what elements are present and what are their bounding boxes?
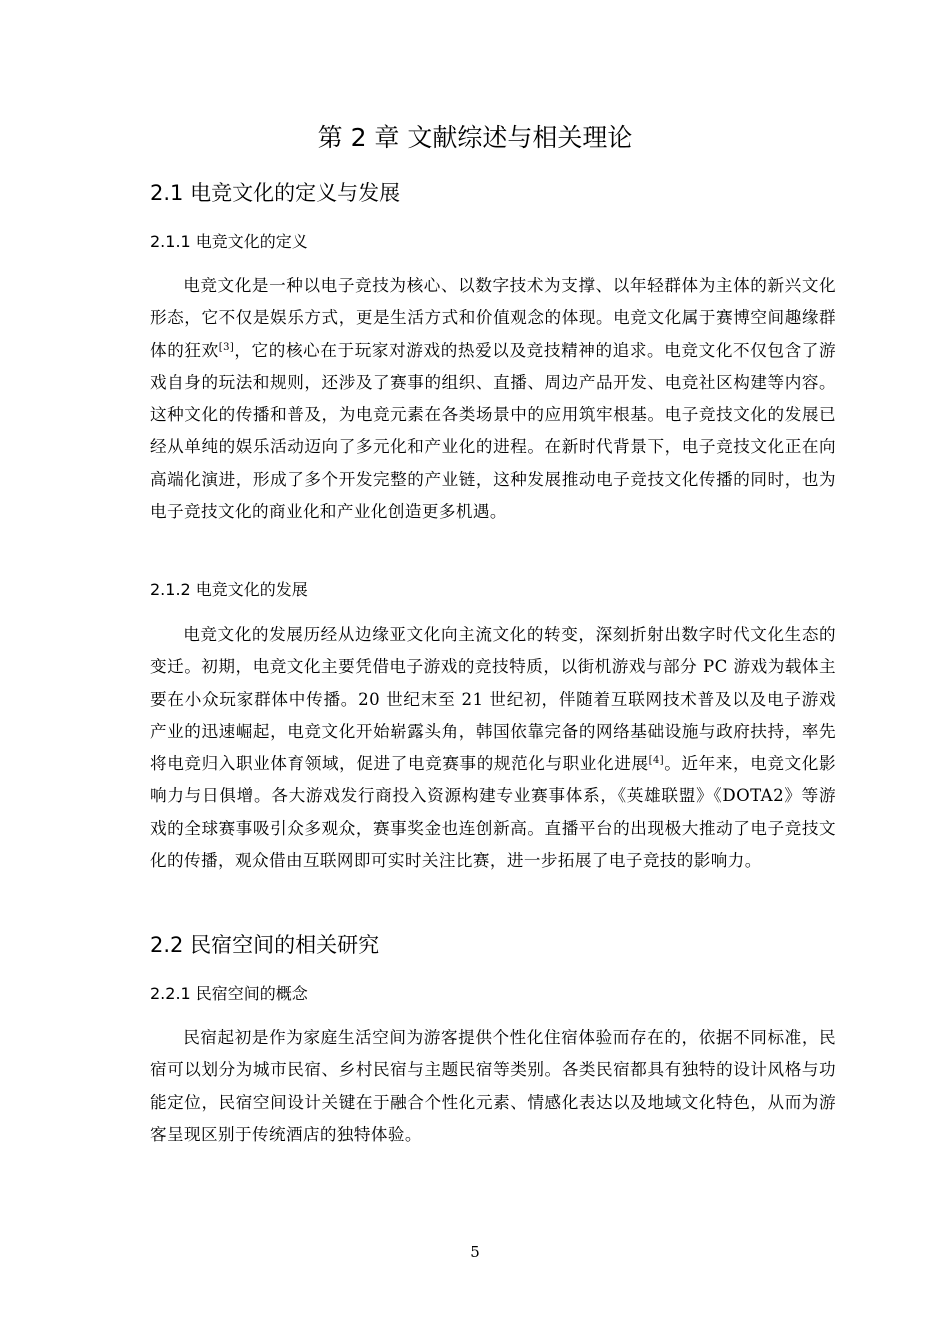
subsection-heading-2-1-1: 2.1.1 电竞文化的定义 — [150, 232, 308, 251]
subsection-heading-2-1-2: 2.1.2 电竞文化的发展 — [150, 580, 308, 599]
paragraph-text: 。近年来，电竞文化影响力与日俱增。各大游戏发行商投入资源构建专业赛事体系，《英雄联盟》《DOTA2》等游戏的全球赛事吸引众多观众，赛事奖金也连创新高。直播平台的出现极大推动了电子竞技文化的传播，观众借由互联网即可实时关注比赛，进一步拓展了电子竞技的影响力。 — [150, 754, 836, 871]
paragraph-text: 电竞文化的发展历经从边缘亚文化向主流文化的转变，深刻折射出数字时代文化生态的变迁。初期，电竞文化主要凭借电子游戏的竞技特质，以街机游戏与部分 PC 游戏为载体主要在小众玩家群体中传播。20 世纪末至 21 世纪初，伴随着互联网技术普及以及电子游戏产业的迅速崛起，电竞文化开始崭露头角，韩国依靠完备的网络基础设施与政府扶持，率先将电竞归入职业体育领域，促进了电竞赛事的规范化与职业化进展 — [150, 625, 836, 774]
citation-ref: [3] — [218, 341, 235, 353]
citation-ref: [4] — [648, 755, 665, 767]
section-heading-2-1: 2.1 电竞文化的定义与发展 — [150, 181, 401, 205]
page-number: 5 — [470, 1243, 480, 1261]
paragraph-2-1-1 — [150, 270, 836, 528]
section-heading-2-2: 2.2 民宿空间的相关研究 — [150, 933, 380, 957]
chapter-title: 第 2 章 文献综述与相关理论 — [317, 123, 633, 152]
paragraph-2-1-2 — [150, 619, 836, 877]
paragraph-2-2-1: 民宿起初是作为家庭生活空间为游客提供个性化住宿体验而存在的，依据不同标准，民宿可以划分为城市民宿、乡村民宿与主题民宿等类别。各类民宿都具有独特的设计风格与功能定位，民宿空间设计关键在于融合个性化元素、情感化表达以及地域文化特色，从而为游客呈现区别于传统酒店的独特体验。 — [150, 1028, 836, 1144]
paragraph-text: 电竞文化是一种以电子竞技为核心、以数字技术为支撑、以年轻群体为主体的新兴文化形态，它不仅是娱乐方式，更是生活方式和价值观念的体现。电竞文化属于赛博空间趣缘群体的狂欢 — [150, 276, 836, 360]
subsection-heading-2-2-1: 2.2.1 民宿空间的概念 — [150, 984, 308, 1003]
paragraph-text: ，它的核心在于玩家对游戏的热爱以及竞技精神的追求。电竞文化不仅包含了游戏自身的玩法和规则，还涉及了赛事的组织、直播、周边产品开发、电竞社区构建等内容。这种文化的传播和普及，为电竞元素在各类场景中的应用筑牢根基。电子竞技文化的发展已经从单纯的娱乐活动迈向了多元化和产业化的进程。在新时代背景下，电子竞技文化正在向高端化演进，形成了多个开发完整的产业链，这种发展推动电子竞技文化传播的同时，也为电子竞技文化的商业化和产业化创造更多机遇。 — [150, 340, 836, 522]
